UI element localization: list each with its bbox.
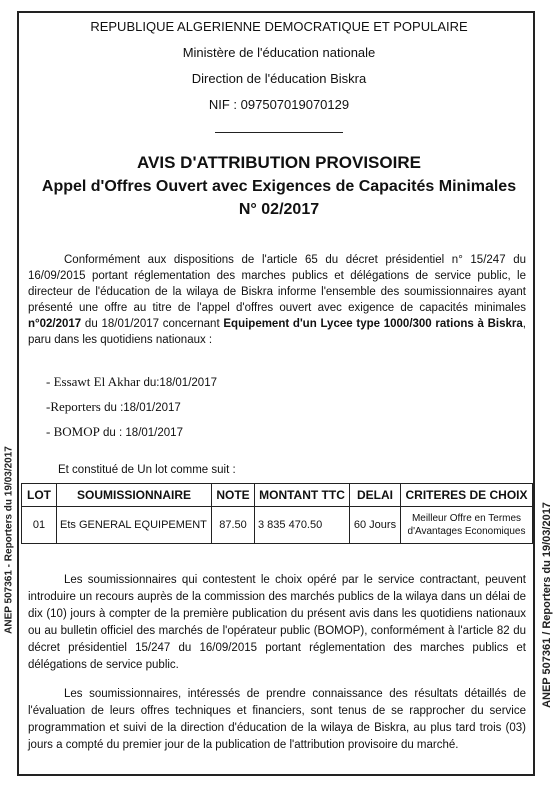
table-header-row <box>22 484 533 507</box>
results-text: Les soumissionnaires, intéressés de prendre connaissance des résultats détaillés de l'évaluation de leurs offres techniques et financiers, sont tenus de se rapprocher du service programmation et suivi de la direction d'éducation de la wilaya de Biskra, au plus tard trois (03) jours a compté du premier jour de la publication de l'attribution provisoire du marché. <box>28 688 526 751</box>
criteria-line-2: d'Avantages Economiques <box>407 526 526 537</box>
newspaper-item <box>46 374 217 396</box>
newspaper-name: - Essawt El Akhar <box>46 374 141 389</box>
col-bidder: SOUMISSIONNAIRE <box>57 484 212 507</box>
newspaper-name: -Reporters <box>46 399 101 414</box>
intro-text-2: du 18/01/2017 concernant <box>81 318 224 330</box>
results-paragraph <box>28 686 526 754</box>
results-table <box>21 483 533 544</box>
cell-note: 87.50 <box>212 507 255 544</box>
table-row <box>22 507 533 544</box>
criteria-line-1: Meilleur Offre en Termes <box>411 513 522 524</box>
newspaper-name: - BOMOP <box>46 424 100 439</box>
right-margin-text: ANEP 507361 / Reporters du 19/03/2017 <box>541 502 553 708</box>
intro-reference: n°02/2017 <box>28 318 82 330</box>
notice-title: AVIS D'ATTRIBUTION PROVISOIRE <box>137 153 421 172</box>
newspaper-date: du : 18/01/2017 <box>103 427 183 439</box>
intro-paragraph <box>28 252 526 348</box>
cell-amount: 3 835 470.50 <box>255 507 350 544</box>
cell-bidder: Ets GENERAL EQUIPEMENT <box>57 507 212 544</box>
left-margin-text: ANEP 507361 - Reporters du 19/03/2017 <box>3 446 15 634</box>
intro-text-3: , paru dans les quotidiens nationaux : <box>28 318 526 346</box>
cell-lot: 01 <box>22 507 57 544</box>
newspaper-date: du:18/01/2017 <box>143 377 217 389</box>
notice-number: N° 02/2017 <box>238 201 320 218</box>
col-criteria: CRITERES DE CHOIX <box>401 484 533 507</box>
right-margin-note <box>537 430 557 780</box>
cell-criteria <box>401 507 533 544</box>
appeal-text: Les soumissionnaires qui contestent le choix opéré par le service contractant, peuvent introduire un recours auprès de la commission des marchés publics de la wilaya dans un délai de dix (10) jours à compter de la première publication du présent avis dans les quotidiens nationaux ou au bulletin officiel des marchés de l'opérateur public (BOMOP), conformément à l'article 82 du décret présidentiel 15/247 du 16/09/2015 portant réglementation des marches publics et délégations de service public. <box>28 574 526 671</box>
newspaper-list <box>46 374 217 446</box>
newspaper-date: du :18/01/2017 <box>104 402 181 414</box>
appeal-paragraph <box>28 572 526 674</box>
notice-subtitle: Appel d'Offres Ouvert avec Exigences de Capacités Minimales <box>41 178 517 195</box>
header-direction: Direction de l'éducation Biskra <box>191 71 367 86</box>
col-note: NOTE <box>212 484 255 507</box>
intro-object: Equipement d'un Lycee type 1000/300 rations à Biskra <box>223 318 523 330</box>
newspaper-item <box>46 399 217 421</box>
col-delay: DELAI <box>350 484 401 507</box>
col-amount: MONTANT TTC <box>255 484 350 507</box>
lot-intro: Et constitué de Un lot comme suit : <box>58 464 236 476</box>
col-lot: LOT <box>22 484 57 507</box>
header-nif: NIF : 097507019070129 <box>208 97 350 112</box>
intro-text-1: Conformément aux dispositions de l'article 65 du décret présidentiel n° 15/247 du 16/09/2015 portant réglementation des marches publics et délégations de service public, le directeur de l'éducation de la wilaya de Biskra informe l'ensemble des soumissionnaires ayant présenté une offre au titre de l'appel d'offres ouvert avec exigence de capacités minimales <box>28 254 526 314</box>
header-divider <box>215 132 343 133</box>
cell-delay: 60 Jours <box>350 507 401 544</box>
header-ministry: Ministère de l'éducation nationale <box>182 45 376 60</box>
newspaper-item <box>46 424 217 446</box>
header-republic: REPUBLIQUE ALGERIENNE DEMOCRATIQUE ET POPULAIRE <box>90 19 468 34</box>
